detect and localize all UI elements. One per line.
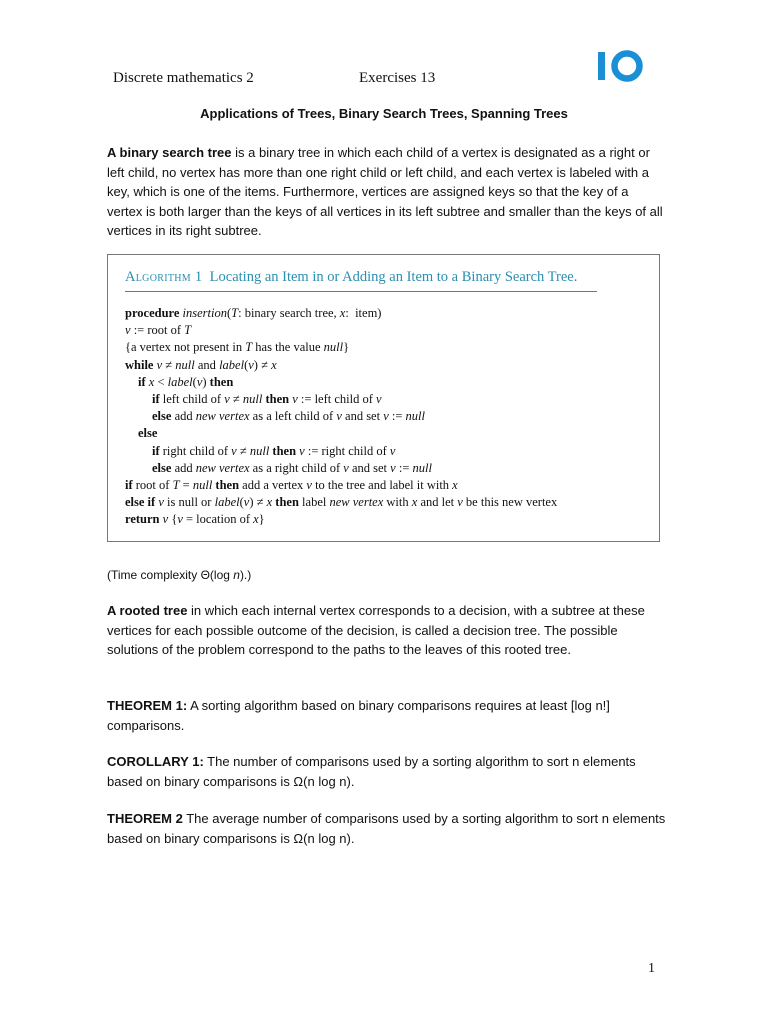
- complexity-suffix: ).): [239, 568, 252, 582]
- corollary-1-label: COROLLARY 1:: [107, 754, 204, 769]
- algorithm-heading: [125, 269, 577, 286]
- code-line: while v ≠ null and label(v) ≠ x: [125, 357, 277, 372]
- algorithm-box: [107, 254, 660, 542]
- algorithm-code: [125, 305, 557, 528]
- page-number: 1: [648, 961, 655, 976]
- io-logo: [596, 48, 644, 84]
- code-line: {a vertex not present in T has the value null}: [125, 340, 350, 355]
- course-title: Discrete mathematics 2: [113, 70, 254, 86]
- algorithm-rule: [125, 291, 597, 292]
- code-line: procedure insertion(T: binary search tree, x: item): [125, 306, 382, 320]
- algorithm-title: Locating an Item in or Adding an Item to a Binary Search Tree.: [209, 269, 578, 285]
- theorem-1-text: A sorting algorithm based on binary comparisons requires at least [log n!] comparisons.: [107, 698, 610, 733]
- time-complexity: [107, 566, 667, 586]
- complexity-var: n: [233, 568, 240, 582]
- corollary-1: [107, 752, 667, 791]
- code-line: v := root of T: [125, 323, 192, 338]
- page-title: Applications of Trees, Binary Search Trees, Spanning Trees: [200, 106, 568, 121]
- code-line: if x < label(v) then: [138, 374, 234, 389]
- theorem-2-label: THEOREM 2: [107, 811, 183, 826]
- corollary-1-text: The number of comparisons used by a sorting algorithm to sort n elements based on binary comparisons is Ω(n log n).: [107, 754, 636, 789]
- code-line: if root of T = null then add a vertex v to the tree and label it with x: [125, 477, 458, 492]
- theorem-1: [107, 696, 667, 735]
- complexity-prefix: (Time complexity Θ(log: [107, 568, 234, 582]
- decision-tree-definition: [107, 601, 667, 660]
- theorem-2-text: The average number of comparisons used by a sorting algorithm to sort n elements based on binary comparisons is Ω(n log n).: [107, 811, 666, 846]
- code-line: return v {v = location of x}: [125, 512, 265, 527]
- code-line: else: [138, 426, 158, 441]
- bst-definition: [107, 143, 667, 241]
- algorithm-label: Algorithm 1: [125, 269, 203, 285]
- bst-term: A binary search tree: [107, 145, 232, 160]
- theorem-1-label: THEOREM 1:: [107, 698, 188, 713]
- decision-tree-text: in which each internal vertex corresponds to a decision, with a subtree at these vertices for each possible outcome of the decision, is called a decision tree. The possible solutions of the problem correspond to the paths to the leaves of this rooted tree.: [107, 603, 645, 657]
- code-line: else add new vertex as a right child of v and set v := null: [152, 460, 432, 475]
- bst-text: is a binary tree in which each child of a vertex is designated as a right or left child, no vertex has more than one right child or left child, and each vertex is labeled with a key, which is one of the items. Furthermore, vertices are assigned keys so that the key of a vertex is both larger than the keys of all vertices in its left subtree and smaller than the keys of all vertices in its right subtree.: [107, 145, 663, 238]
- theorem-2: [107, 809, 667, 848]
- code-line: if left child of v ≠ null then v := left child of v: [152, 391, 382, 406]
- code-line: else if v is null or label(v) ≠ x then label new vertex with x and let v be this new vertex: [125, 495, 558, 510]
- code-line: else add new vertex as a left child of v and set v := null: [152, 409, 425, 424]
- decision-tree-term: A rooted tree: [107, 603, 188, 618]
- exercise-number: Exercises 13: [359, 70, 436, 86]
- code-line: if right child of v ≠ null then v := right child of v: [152, 443, 396, 458]
